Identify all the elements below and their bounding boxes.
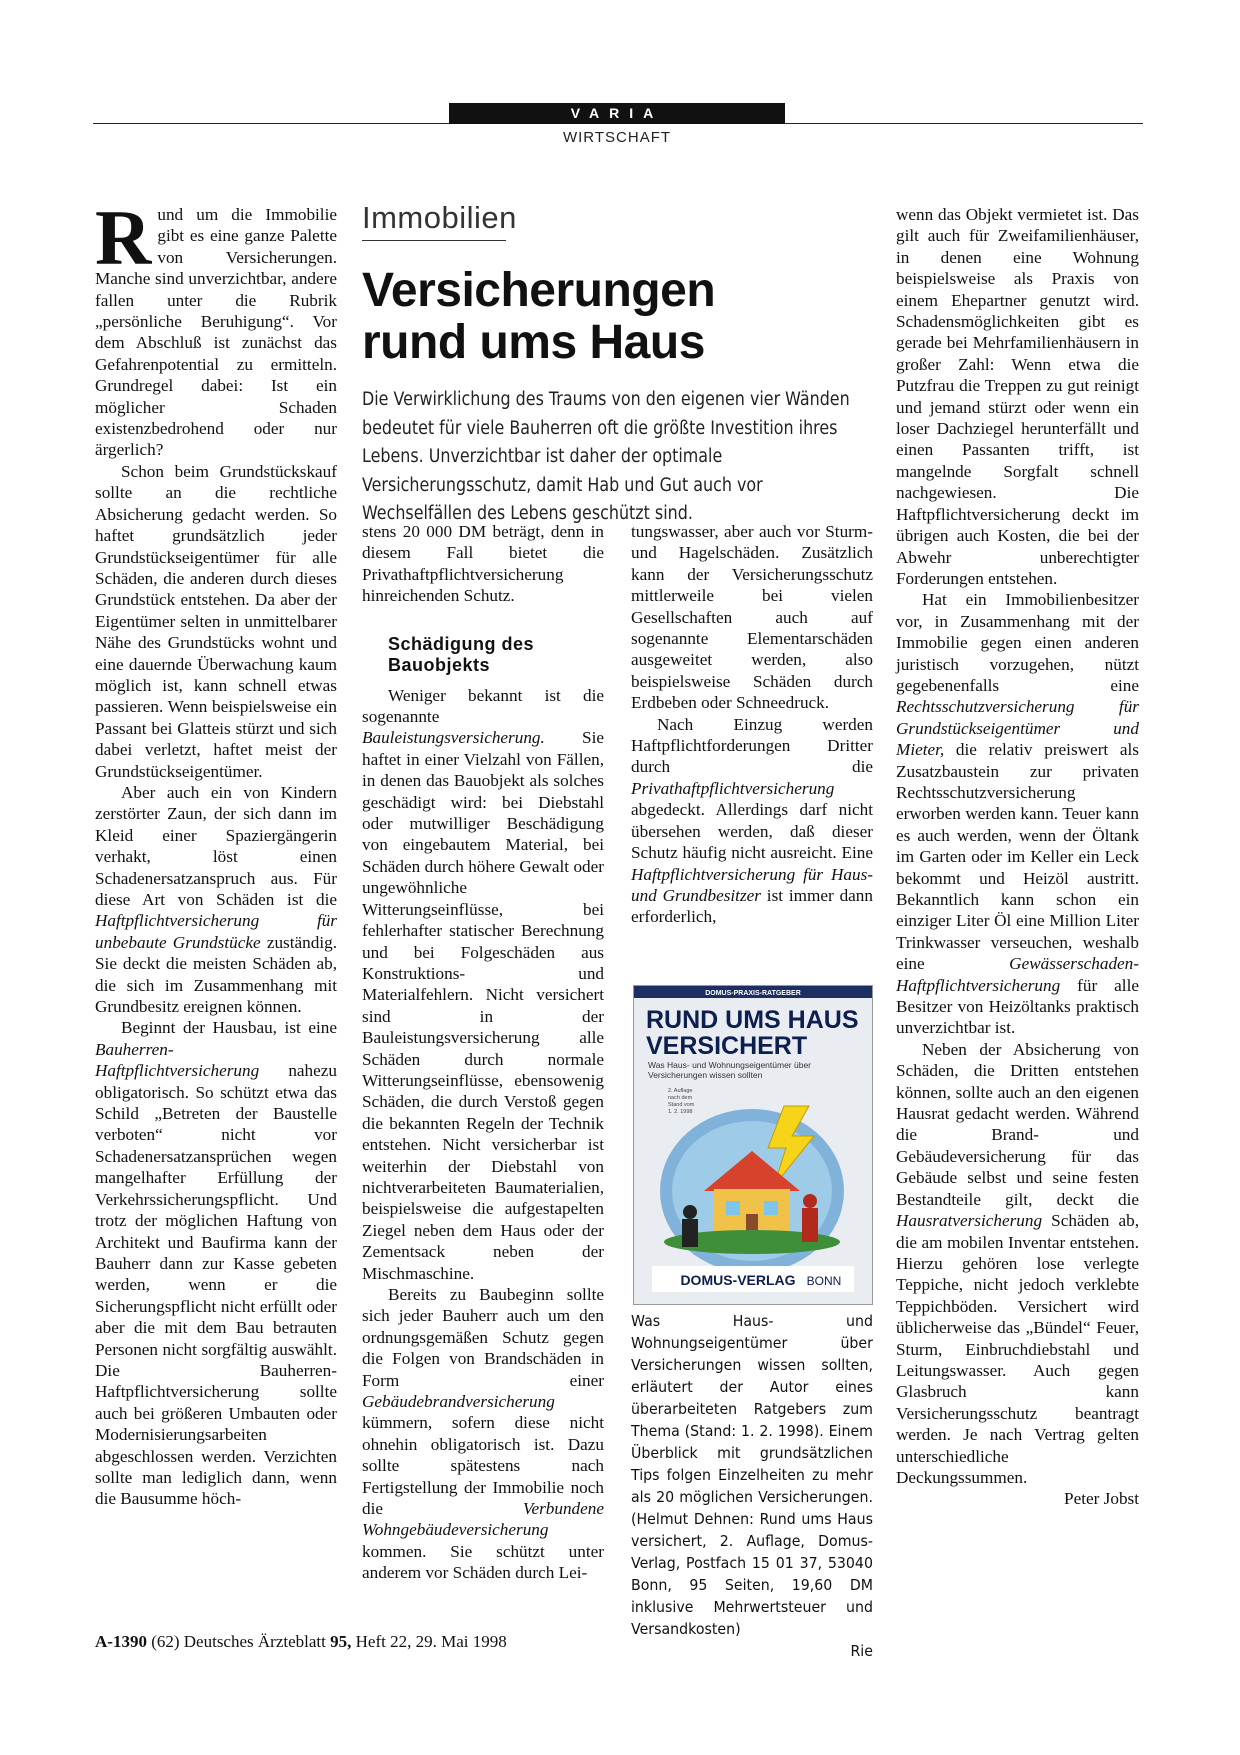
- book-cover-illustration: [634, 986, 872, 1304]
- paragraph: [362, 685, 604, 1284]
- emphasis: Bauherren-Haftpflichtversicherung: [95, 1039, 260, 1081]
- paragraph-text: ist immer dann erforderlich,: [631, 885, 873, 927]
- book-series: DOMUS-PRAXIS-RATGEBER: [705, 990, 801, 997]
- subsection-label: WIRTSCHAFT: [562, 129, 672, 146]
- paragraph: [95, 194, 337, 461]
- drop-cap: R: [95, 194, 152, 281]
- paragraph-text: abgedeckt. Allerdings darf nicht übersehen werden, daß dieser Schutz häufig nicht ausreicht. Eine: [631, 800, 873, 863]
- section-label: VARIA: [449, 103, 785, 124]
- emphasis: Gewässerschaden-Haftpflichtversicherung: [896, 954, 1139, 995]
- kicker-rule: [362, 240, 506, 241]
- svg-text:1. 2. 1998: 1. 2. 1998: [668, 1109, 693, 1115]
- book-subtitle: Was Haus- und Wohnungseigentümer über: [648, 1060, 812, 1070]
- footer-text: (62) Deutsches Ärzteblatt: [151, 1632, 331, 1651]
- book-title-2: VERSICHERT: [646, 1032, 808, 1060]
- paragraph: [95, 782, 337, 1017]
- column-4: [896, 204, 1139, 1510]
- footer-issue: Heft 22, 29. Mai 1998: [351, 1632, 507, 1651]
- paragraph: [896, 1039, 1139, 1489]
- paragraph-text: Nach Einzug werden Haftpflichtforderungen Dritter durch die: [631, 714, 873, 777]
- emphasis: Gebäudebrandversicherung: [362, 1392, 555, 1412]
- emphasis: Rechtsschutzversicherung für Grundstückseigentümer und Mieter,: [896, 697, 1139, 760]
- paragraph-text: Sie haftet in einer Vielzahl von Fällen, in denen das Bauobjekt als solches geschädigt wird: bei Diebstahl oder mutwilliger Beschädigung von eingebautem Material, bei Schäden durch höhere Gewalt oder ungewöhnliche Witterungseinflüsse, bei fehlerhafter statischer Berechnung und bei Folgeschäden aus Konstruktions- und Materialfehlern. Nicht versichert sind in der Bauleistungsversicherung alle Schäden durch normale Witterungseinflüsse, ebensowenig Schäden, die durch Verstoß gegen die bekannten Regeln der Technik entstehen. Nicht versicherbar ist weiterhin der Diebstahl von nichtverarbeiteten Baumaterialien, beispielsweise die aufgestapelten Ziegel neben dem Haus oder der Zementsack neben der Mischmaschine.: [362, 728, 604, 1283]
- subheading: Schädigung des Bauobjekts: [388, 633, 535, 675]
- emphasis: Haftpflichtversicherung für unbebaute Grundstücke: [95, 911, 337, 952]
- title-line-1: Versicherungen: [362, 264, 716, 317]
- svg-text:nach dem: nach dem: [668, 1095, 693, 1101]
- paragraph: [95, 1017, 337, 1509]
- emphasis: Privathaftpflichtversicherung: [631, 778, 835, 798]
- emphasis: Verbundene Wohngebäudeversicherung: [362, 1499, 604, 1540]
- paragraph-text: kümmern, sofern diese nicht ohnehin obligatorisch ist. Dazu sollte spätestens nach Fertigstellung der Immobilie noch die: [362, 1413, 604, 1519]
- kicker: Immobilien: [362, 200, 517, 235]
- paragraph: [631, 714, 873, 928]
- emphasis: Bauleistungsversicherung.: [362, 728, 545, 748]
- paragraph-text: Neben der Absicherung von Schäden, die Dritten entstehen können, sollte auch an den eigenen Hausrat gedacht werden. Während die Brand- und Gebäudeversicherung für das Gebäude selbst und seine festen Bestandteile gilt, deckt die: [896, 1039, 1139, 1209]
- paragraph: [896, 589, 1139, 1039]
- column-1: [95, 194, 337, 1510]
- paragraph-text: Beginnt der Hausbau, ist eine: [121, 1018, 337, 1038]
- column-2: [362, 521, 604, 1584]
- paragraph: Schon beim Grundstückskauf sollte an die rechtliche Absicherung gedacht werden. So haftet grundsätzlich jeder Grundstückseigentümer für alle Schäden, die anderen durch dieses Grundstück entstehen. Da aber der Eigentümer selten in unmittelbarer Nähe des Grundstücks wohnt und eine dauernde Überwachung kaum möglich ist, kann schnell etwas passieren. Wenn beispielsweise ein Passant bei Glatteis stürzt und sich dabei verletzt, haftet meist der Grundstückseigentümer.: [95, 461, 337, 781]
- paragraph-text: zuständig. Sie deckt die meisten Schäden ab, die sich im Zusammenhang mit Grundbesitz ereignen können.: [95, 932, 337, 1017]
- paragraph-text: Bereits zu Baubeginn sollte sich jeder Bauherr auch um den ordnungsgemäßen Schutz gegen die Folgen von Brandschäden in Form einer: [362, 1285, 604, 1390]
- paragraph-text: für alle Besitzer von Heizöltanks praktisch unverzichtbar ist.: [896, 975, 1139, 1038]
- paragraph-text: und um die Immobilie gibt es eine ganze Palette von Versicherungen. Manche sind unverzichtbar, andere fallen unter die Rubrik „persönliche Beruhigung“. Vor dem Abschluß ist zunächst das Gefahrenpotential zu ermitteln. Grundregel dabei: Ist ein möglicher Schaden existenzbedrohend oder nur ärgerlich?: [95, 205, 337, 460]
- column-3: [631, 521, 873, 928]
- svg-text:2. Auflage: 2. Auflage: [668, 1088, 693, 1094]
- caption-text: Was Haus- und Wohnungseigentümer über Versicherungen wissen sollten, erläutert der Autor eines überarbeiteten Ratgebers zum Thema (Stand: 1. 2. 1998). Einem Überblick mit grundsätzlichen Tips folgen Einzelheiten zu mehr als 20 möglichen Versicherungen. (Helmut Dehnen: Rund ums Haus versichert, 2. Auflage, Domus-Verlag, Postfach 15 01 37, 53040 Bonn, 95 Seiten, 19,60 DM inklusive Mehrwertsteuer und Versandkosten): [631, 1312, 873, 1638]
- edition-label: [668, 1088, 695, 1115]
- caption-signature: Rie: [850, 1642, 873, 1660]
- lead-paragraph: Die Verwirklichung des Traums von den eigenen vier Wänden bedeutet für viele Bauherren oft die größte Investition ihres Lebens. Unverzichtbar ist daher der optimale Versicherungsschutz, damit Hab und Gut auch vor Wechselfällen des Lebens geschützt sind.: [362, 389, 850, 524]
- author-byline: Peter Jobst: [1064, 1489, 1139, 1509]
- paragraph-text: Aber auch ein von Kindern zerstörter Zaun, der sich dann im Kleid einer Spaziergängerin verhakt, löst einen Schadenersatzanspruch aus. Für diese Art von Schäden ist die: [95, 782, 337, 909]
- page-number: A-1390: [95, 1632, 147, 1651]
- volume-number: 95,: [330, 1632, 352, 1651]
- paragraph-text: Schäden ab, die am mobilen Inventar entstehen. Hierzu gehören lose verlegte Teppiche, nicht jedoch verklebte Teppichböden. Versichert wird üblicherweise das „Bündel“ Feuer, Sturm, Einbruchdiebstahl und Leitungswasser. Auch gegen Glasbruch kann Versicherungsschutz beantragt werden. Je nach Vertrag gelten unterschiedliche Deckungssummen.: [896, 1211, 1139, 1487]
- article-title: [362, 265, 802, 369]
- title-line-2: rund ums Haus: [362, 316, 705, 369]
- emphasis: Haftpflichtversicherung für Haus- und Grundbesitzer: [631, 864, 873, 905]
- book-title-1: RUND UMS HAUS: [646, 1006, 859, 1034]
- image-caption: [631, 1310, 873, 1662]
- svg-text:Stand vom: Stand vom: [668, 1102, 695, 1108]
- paragraph-text: Weniger bekannt ist die sogenannte: [362, 685, 604, 727]
- book-city: BONN: [806, 1274, 842, 1288]
- page-footer: [95, 1632, 507, 1652]
- paragraph-text: kommen. Sie schützt unter anderem vor Schäden durch Lei-: [362, 1541, 604, 1583]
- book-subtitle-line2: Versicherungen wissen sollten: [648, 1070, 763, 1080]
- paragraph: stens 20 000 DM beträgt, denn in diesem Fall bietet die Privathaftpflichtversicherung hinreichenden Schutz.: [362, 522, 604, 606]
- paragraph: tungswasser, aber auch vor Sturm- und Hagelschäden. Zusätzlich kann der Versicherungsschutz mittlerweile bei vielen Gesellschaften auch auf sogenannte Elementarschäden ausgeweitet werden, also beispielsweise Schäden durch Erdbeben oder Schneedruck.: [631, 522, 873, 713]
- paragraph-text: die relativ preiswert als Zusatzbaustein zur privaten Rechtsschutzversicherung erworben werden kann. Teuer kann es auch werden, wenn der Öltank im Garten oder im Keller ein Leck bekommt und Heizöl austritt. Bekanntlich kann schon ein einziger Liter Öl eine Million Liter Trinkwasser verseuchen, weshalb eine: [896, 740, 1139, 974]
- paragraph-text: Hat ein Immobilienbesitzer vor, in Zusammenhang mit der Immobilie gegen einen anderen juristisch vorzugehen, nützt gegebenenfalls eine: [896, 590, 1139, 695]
- paragraph: wenn das Objekt vermietet ist. Das gilt auch für Zweifamilienhäuser, in denen eine Wohnung beispielsweise als Praxis von einem Ehepartner genutzt wird. Schadensmöglichkeiten gibt es gerade bei Mehrfamilienhäusern in großer Zahl: Wenn etwa die Putzfrau die Treppen zu gut reinigt und jemand stürzt oder wenn ein loser Dachziegel herunterfällt und einen Passanten trifft, ist mangelnde Sorgfalt schnell nachgewiesen. Die Haftpflichtversicherung deckt im übrigen auch Kosten, die bei der Abwehr unberechtigter Forderungen entstehen.: [896, 205, 1139, 588]
- book-publisher: DOMUS-VERLAG: [680, 1272, 796, 1288]
- paragraph-text: nahezu obligatorisch. So schützt etwa das Schild „Betreten der Baustelle verboten“ nicht vor Schadenersatzansprüchen wegen mangelhafter Erfüllung der Verkehrssicherungspflicht. Und trotz der möglichen Haftung von Architekt und Baufirma kann der Bauherr dann zur Kasse gebeten werden, wenn er die Sicherungspflicht nicht erfüllt oder aber die mit dem Bau betrauten Personen nicht sorgfältig auswählt. Die Bauherren-Haftpflichtversicherung sollte auch bei größeren Umbauten oder Modernisierungsarbeiten abgeschlossen werden. Verzichten sollte man lediglich dann, wenn die Bausumme höch-: [95, 1061, 337, 1509]
- emphasis: Hausratversicherung: [896, 1211, 1043, 1231]
- paragraph: [362, 1284, 604, 1584]
- book-cover-image: [633, 985, 873, 1305]
